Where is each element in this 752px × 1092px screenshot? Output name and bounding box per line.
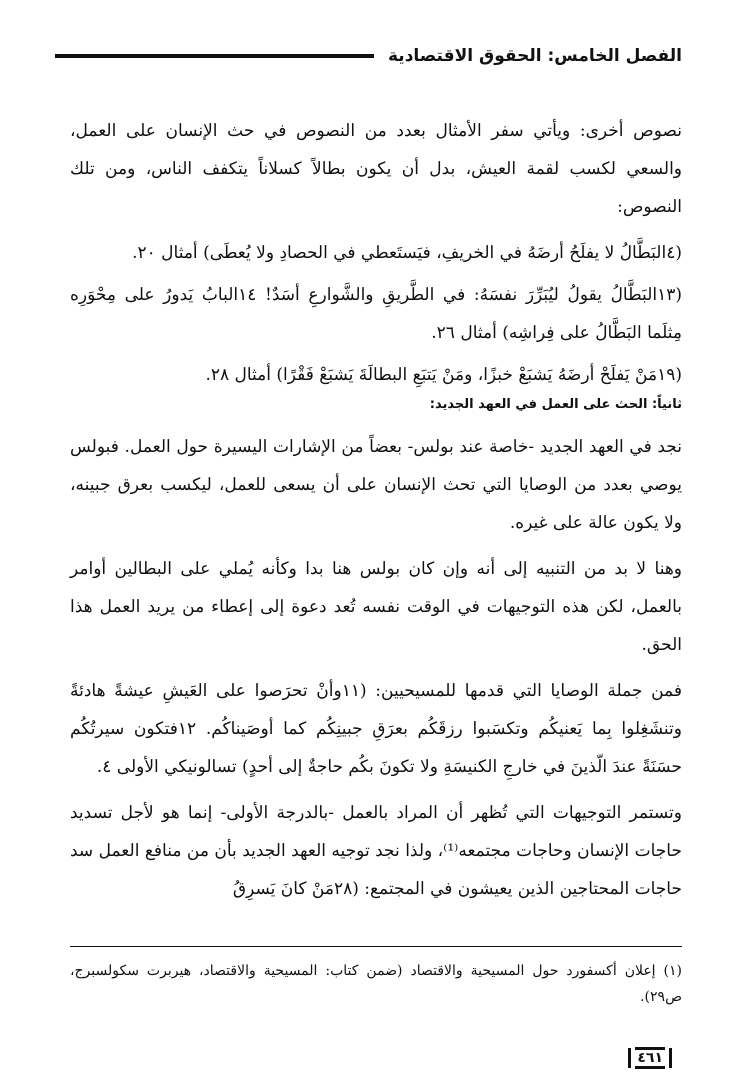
page-number-bar-left <box>628 1048 631 1068</box>
section-subheading: ثانياً: الحث على العمل في العهد الجديد: <box>429 397 682 412</box>
page-number-bar-right <box>669 1048 672 1068</box>
paragraph-commandments: فمن جملة الوصايا التي قدمها للمسيحيين: (١١وأنْ تحرَصوا على العَيشِ عيشةً هادئةً وتنشَغِلوا بِما يَعنيكُم وتكسَبوا رزقَكُم بعرَقِ جبينِكُم كما أوصَيناكُم. ١٢فتكون سيرتُكُم حسَنَةً عندَ الّذينَ في خارجِ الكنيسَةِ ولا تكونَ بكُم حاجةٌ إلى أحدٍ) تسالونيكي الأولى ٤. <box>70 681 682 777</box>
body-text <box>70 112 682 916</box>
paragraph-needs: وتستمر التوجيهات التي تُظهر أن المراد بالعمل -بالدرجة الأولى- إنما هو لأجل تسديد حاجات الإنسان وحاجات مجتمعه⁽¹⁾، ولذا نجد توجيه العهد الجديد بأن من منافع العمل سد حاجات المحتاجين الذين يعيشون في المجتمع: (٢٨مَنْ كانَ يَسرِقُ <box>70 803 682 899</box>
paragraph-intro: نصوص أخرى: ويأتي سفر الأمثال بعدد من النصوص في حث الإنسان على العمل، والسعي لكسب لقمة العيش، بدل أن يكون بطالاً كسلاناً يتكفف الناس، ومن تلك النصوص: <box>70 121 682 217</box>
page-number-text: ٤٦١ <box>635 1047 665 1069</box>
verse-proverbs-28: (١٩مَنْ يَفلَحْ أرضَهُ يَشبَعْ خبزًا، ومَنْ يَتبَعِ البطالَةَ يَشبَعْ فَقْرًا) أمثال ٢٨. <box>205 365 682 385</box>
paragraph-new-testament: نجد في العهد الجديد -خاصة عند بولس- بعضاً من الإشارات اليسيرة حول العمل. فبولس يوصي بعدد من الوصايا التي تحث الإنسان على أن يسعى للعمل، ليكسب بعرق جبينه، ولا يكون عالة على غيره. <box>70 437 682 533</box>
running-header <box>55 42 682 70</box>
footnote: (١) إعلان أكسفورد حول المسيحية والاقتصاد (ضمن كتاب: المسيحية والاقتصاد، هيربرت سكولسبرج، ص٢٩). <box>70 963 682 1005</box>
verse-proverbs-26: (١٣البَطَّالُ يقولُ ليُبَرِّرَ نفسَهُ: في الطَّريقِ والشَّوارعِ أسَدٌ! ١٤البابُ يَدورُ على مِحْوَرِه مِثلَما البَطَّالُ على فِراشِه) أمثال ٢٦. <box>70 285 683 343</box>
footnote-divider <box>70 946 682 947</box>
verse-proverbs-20: (٤البَطَّالُ لا يفلَحُ أرضَهُ في الخريفِ، فيَستَعطي في الحصادِ ولا يُعطَى) أمثال ٢٠. <box>132 243 682 263</box>
paragraph-note: وهنا لا بد من التنبيه إلى أنه وإن كان بولس هنا بدا وكأنه يُملي على البطالين أوامر بالعمل، لكن هذه التوجيهات في الوقت نفسه تُعد دعوة إلى إعطاء من يريد العمل هذا الحق. <box>70 559 682 655</box>
header-rule <box>55 54 374 58</box>
chapter-title: الفصل الخامس: الحقوق الاقتصادية <box>388 46 682 66</box>
page-number <box>624 1046 676 1070</box>
